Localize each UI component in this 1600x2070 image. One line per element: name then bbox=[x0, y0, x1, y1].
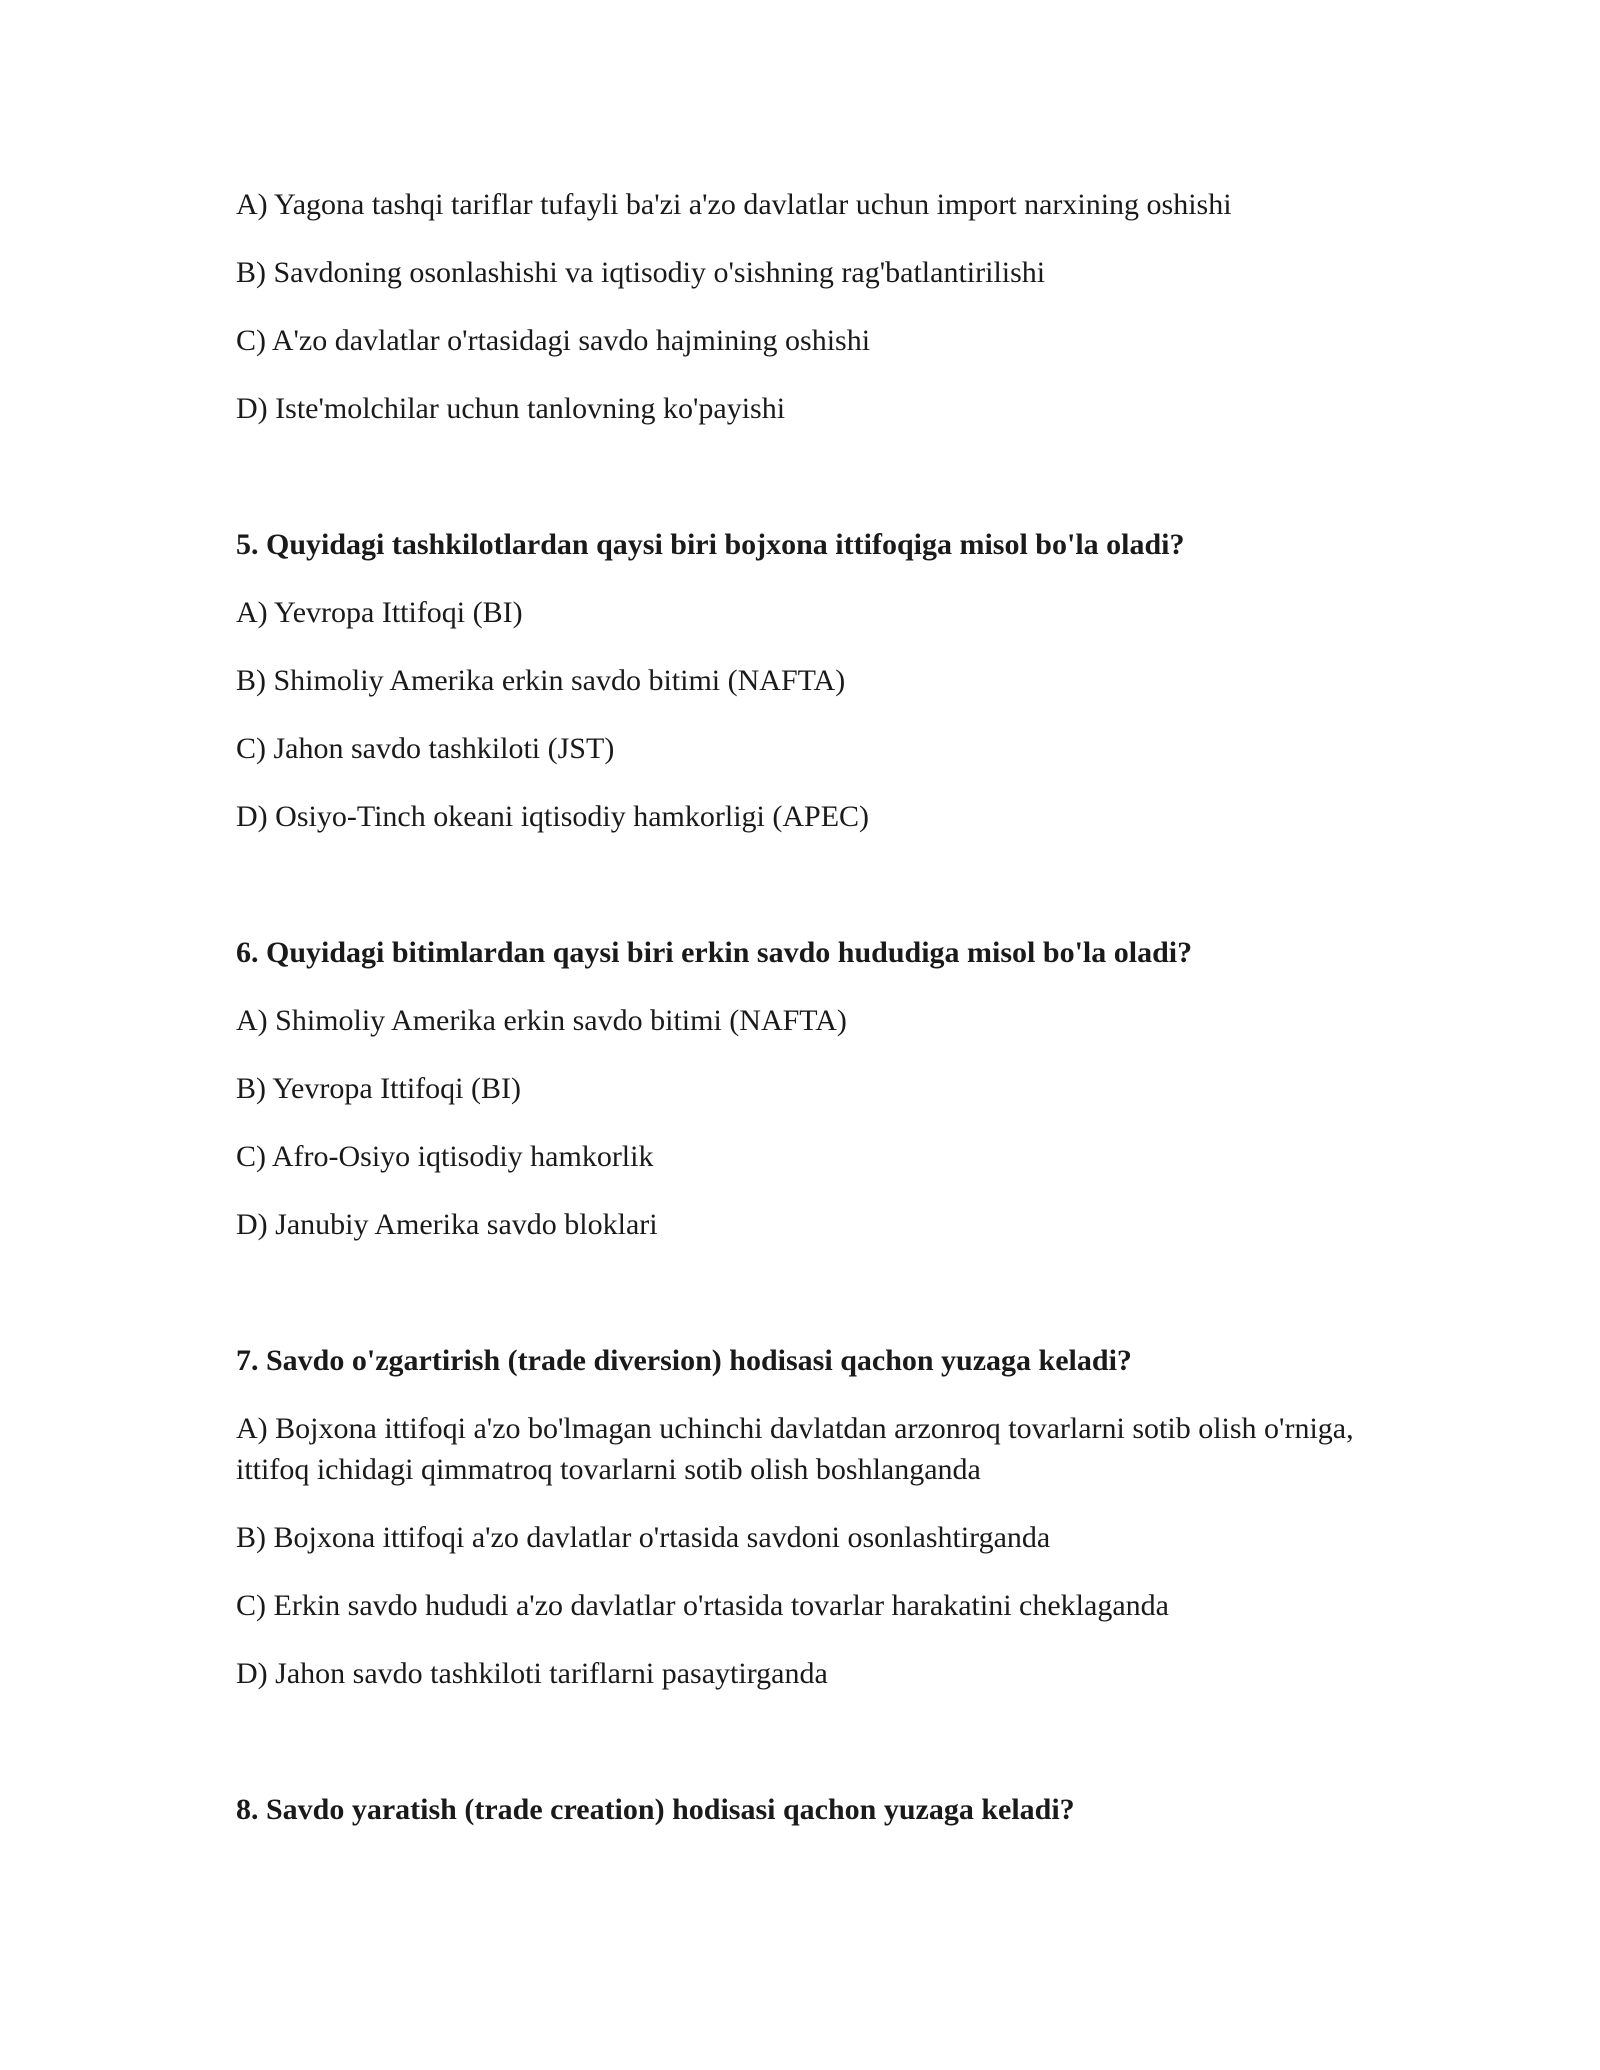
option-c: C) Jahon savdo tashkiloti (JST) bbox=[236, 732, 615, 765]
question-title: 5. Quyidagi tashkilotlardan qaysi biri bojxona ittifoqiga misol bo'la oladi? bbox=[236, 528, 1185, 561]
option-d: D) Iste'molchilar uchun tanlovning ko'payishi bbox=[236, 392, 786, 425]
option-b: B) Yevropa Ittifoqi (BI) bbox=[236, 1072, 521, 1105]
option-b: B) Bojxona ittifoqi a'zo davlatlar o'rtasida savdoni osonlashtirganda bbox=[236, 1521, 1051, 1554]
option-d: D) Janubiy Amerika savdo bloklari bbox=[236, 1208, 658, 1241]
option-b: B) Shimoliy Amerika erkin savdo bitimi (NAFTA) bbox=[236, 664, 846, 697]
option-d: D) Osiyo-Tinch okeani iqtisodiy hamkorligi (APEC) bbox=[236, 800, 870, 833]
question-block-4-options bbox=[236, 184, 1386, 429]
option-a: A) Bojxona ittifoqi a'zo bo'lmagan uchinchi davlatdan arzonroq tovarlarni sotib olish o'rniga, ittifoq ichidagi qimmatroq tovarlarni sotib olish boshlanganda bbox=[236, 1412, 1354, 1486]
question-block-6 bbox=[236, 932, 1386, 1245]
question-block-5 bbox=[236, 524, 1386, 837]
option-a: A) Yevropa Ittifoqi (BI) bbox=[236, 596, 523, 629]
option-c: C) Afro-Osiyo iqtisodiy hamkorlik bbox=[236, 1140, 654, 1173]
question-block-7 bbox=[236, 1340, 1386, 1694]
option-b: B) Savdoning osonlashishi va iqtisodiy o'sishning rag'batlantirilishi bbox=[236, 256, 1046, 289]
question-title: 6. Quyidagi bitimlardan qaysi biri erkin savdo hududiga misol bo'la oladi? bbox=[236, 936, 1193, 969]
question-title: 8. Savdo yaratish (trade creation) hodisasi qachon yuzaga keladi? bbox=[236, 1793, 1075, 1826]
option-a: A) Yagona tashqi tariflar tufayli ba'zi a'zo davlatlar uchun import narxining oshishi bbox=[236, 188, 1232, 221]
question-title: 7. Savdo o'zgartirish (trade diversion) hodisasi qachon yuzaga keladi? bbox=[236, 1344, 1132, 1377]
option-a: A) Shimoliy Amerika erkin savdo bitimi (NAFTA) bbox=[236, 1004, 847, 1037]
question-block-8 bbox=[236, 1789, 1386, 1830]
option-c: C) Erkin savdo hududi a'zo davlatlar o'rtasida tovarlar harakatini cheklaganda bbox=[236, 1589, 1169, 1622]
document-page bbox=[236, 184, 1386, 1830]
option-c: C) A'zo davlatlar o'rtasidagi savdo hajmining oshishi bbox=[236, 324, 871, 357]
option-d: D) Jahon savdo tashkiloti tariflarni pasaytirganda bbox=[236, 1657, 828, 1690]
